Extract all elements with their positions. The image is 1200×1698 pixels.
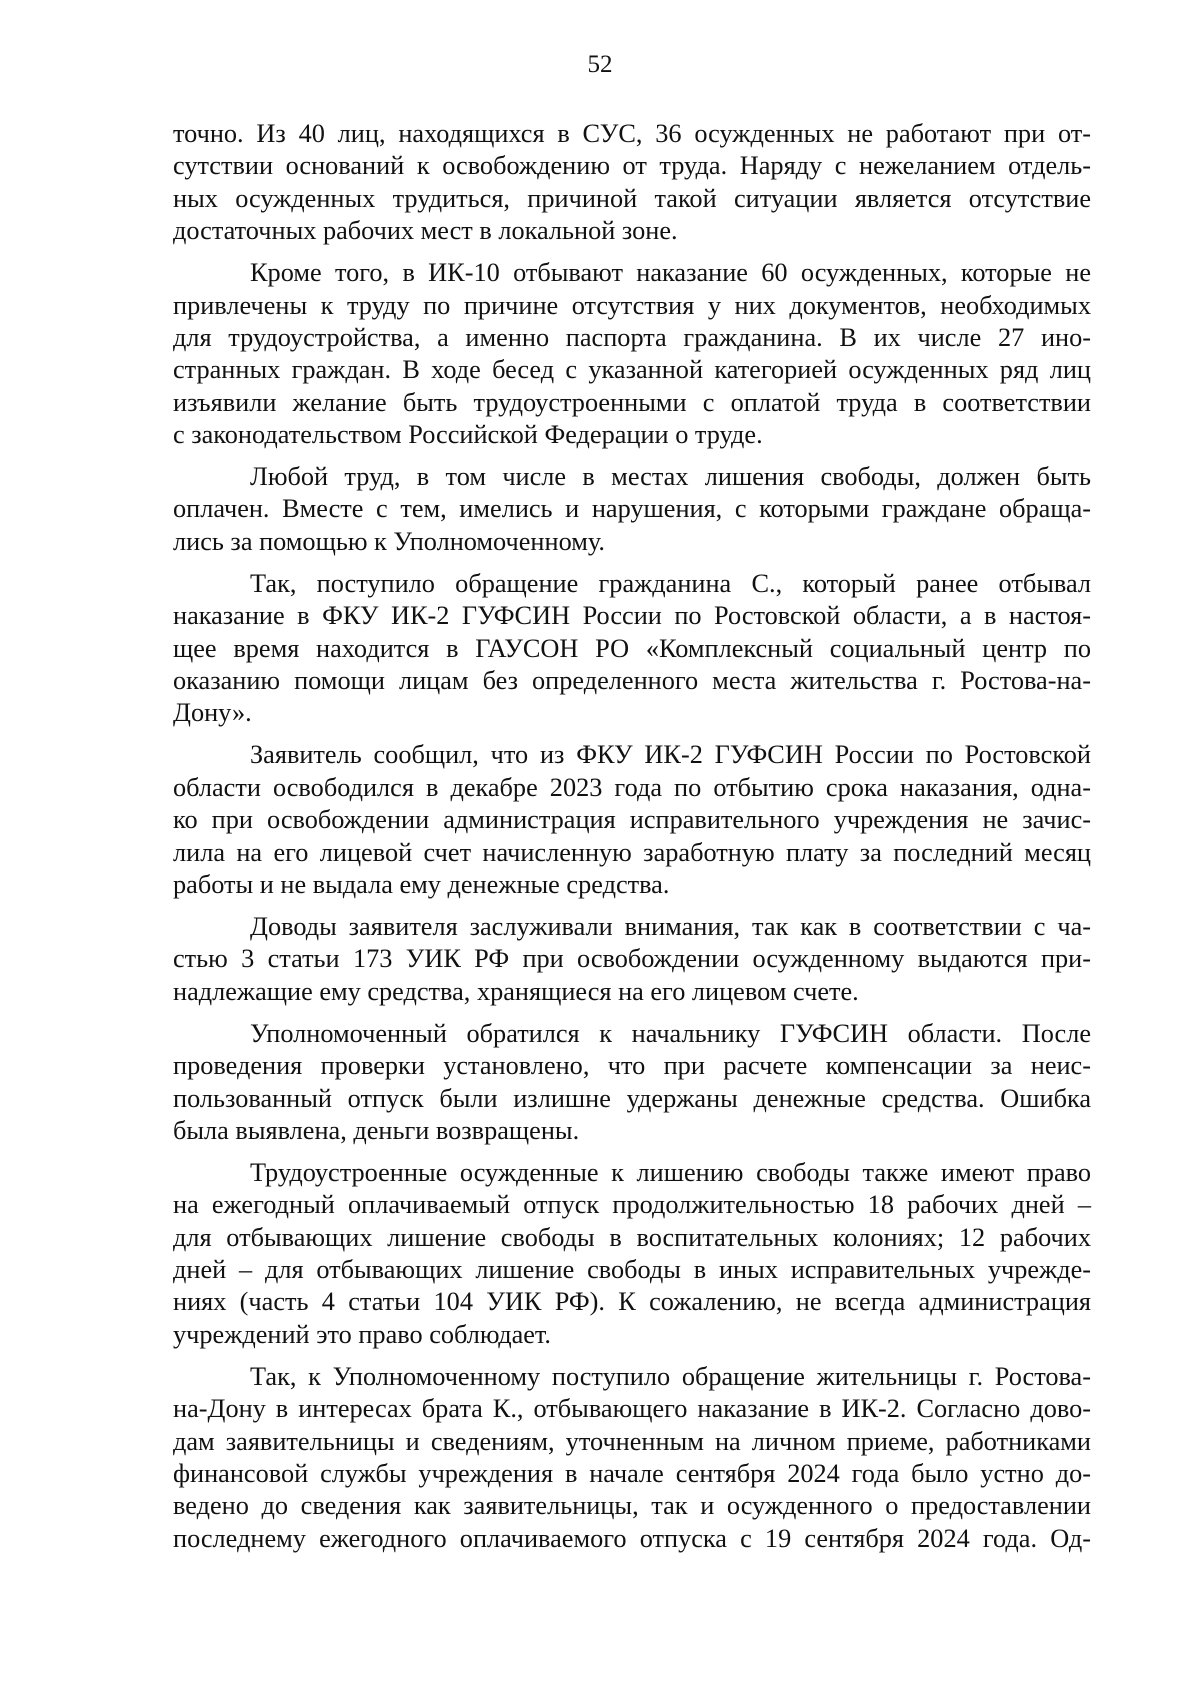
paragraph-9 xyxy=(173,1361,1091,1555)
text-line: странных граждан. В ходе бесед с указанной категорией осужденных ряд лиц xyxy=(173,355,1091,385)
text-line: на ежегодный оплачиваемый отпуск продолжительностью 18 рабочих дней – xyxy=(173,1190,1091,1220)
text-line: ных осужденных трудиться, причиной такой ситуации является отсутствие xyxy=(173,183,1091,213)
text-line: области освободился в декабре 2023 года по отбытию срока наказания, одна- xyxy=(173,772,1091,802)
text-line: привлечены к труду по причине отсутствия у них документов, необходимых xyxy=(173,290,1091,320)
text-line: Заявитель сообщил, что из ФКУ ИК-2 ГУФСИН России по Ростовской xyxy=(250,740,1091,770)
text-line: Доводы заявителя заслуживали внимания, так как в соответствии с ча- xyxy=(250,911,1091,941)
paragraph-5 xyxy=(173,739,1091,901)
paragraph-3 xyxy=(173,461,1091,558)
paragraph-6 xyxy=(173,911,1091,1008)
text-line: работы и не выдала ему денежные средства. xyxy=(173,869,670,899)
text-line: ниях (часть 4 статьи 104 УИК РФ). К сожалению, не всегда администрация xyxy=(173,1287,1091,1317)
text-line: Уполномоченный обратился к начальнику ГУФСИН области. После xyxy=(250,1018,1091,1048)
paragraph-1 xyxy=(173,118,1091,248)
text-line: изъявили желание быть трудоустроенными с оплатой труда в соответствии xyxy=(173,387,1091,417)
text-line: Так, поступило обращение гражданина С., который ранее отбывал xyxy=(250,568,1091,598)
text-line: точно. Из 40 лиц, находящихся в СУС, 36 осужденных не работают при от- xyxy=(173,119,1091,148)
text-line: была выявлена, деньги возвращены. xyxy=(173,1115,580,1145)
text-line: дам заявительницы и сведениям, уточненным на личном приеме, работниками xyxy=(173,1426,1091,1456)
page-number: 52 xyxy=(587,51,613,78)
text-line: для трудоустройства, а именно паспорта гражданина. В их числе 27 ино- xyxy=(173,322,1091,352)
text-line: оказанию помощи лицам без определенного места жительства г. Ростова-на- xyxy=(173,666,1091,696)
text-line: надлежащие ему средства, хранящиеся на его лицевом счете. xyxy=(173,976,859,1006)
text-line: оплачен. Вместе с тем, имелись и нарушения, с которыми граждане обраща- xyxy=(173,494,1091,524)
text-line: пользованный отпуск были излишне удержаны денежные средства. Ошибка xyxy=(173,1083,1091,1113)
paragraph-4 xyxy=(173,568,1091,730)
paragraph-8 xyxy=(173,1157,1091,1351)
text-line: последнему ежегодного оплачиваемого отпуска с 19 сентября 2024 года. Од- xyxy=(173,1523,1091,1553)
text-line: ко при освобождении администрация исправительного учреждения не зачис- xyxy=(173,805,1091,835)
text-line: щее время находится в ГАУСОН РО «Комплексный социальный центр по xyxy=(173,633,1091,663)
text-line: Трудоустроенные осужденные к лишению свободы также имеют право xyxy=(250,1157,1091,1187)
text-line: для отбывающих лишение свободы в воспитательных колониях; 12 рабочих xyxy=(173,1222,1091,1252)
text-line: Дону». xyxy=(173,698,252,728)
text-line: финансовой службы учреждения в начале сентября 2024 года было устно до- xyxy=(173,1458,1091,1488)
text-line: учреждений это право соблюдает. xyxy=(173,1319,552,1349)
text-line: Любой труд, в том числе в местах лишения свободы, должен быть xyxy=(250,462,1091,492)
paragraph-7 xyxy=(173,1018,1091,1148)
paragraph-2 xyxy=(173,257,1091,451)
text-line: дней – для отбывающих лишение свободы в иных исправительных учрежде- xyxy=(173,1255,1091,1285)
text-line: стью 3 статьи 173 УИК РФ при освобождении осужденному выдаются при- xyxy=(173,944,1091,974)
body-text xyxy=(173,118,1091,1565)
text-line: достаточных рабочих мест в локальной зоне. xyxy=(173,216,678,246)
text-line: Кроме того, в ИК-10 отбывают наказание 60 осужденных, которые не xyxy=(250,258,1091,288)
text-line: лила на его лицевой счет начисленную заработную плату за последний месяц xyxy=(173,837,1091,867)
text-line: наказание в ФКУ ИК-2 ГУФСИН России по Ростовской области, а в настоя- xyxy=(173,601,1091,631)
text-line: Так, к Уполномоченному поступило обращение жительницы г. Ростова- xyxy=(250,1361,1091,1391)
text-line: на-Дону в интересах брата К., отбывающего наказание в ИК-2. Согласно дово- xyxy=(173,1394,1091,1424)
text-line: с законодательством Российской Федерации о труде. xyxy=(173,420,763,450)
text-line: проведения проверки установлено, что при расчете компенсации за неис- xyxy=(173,1051,1091,1081)
text-line: лись за помощью к Уполномоченному. xyxy=(173,526,605,556)
text-line: сутствии оснований к освобождению от труда. Наряду с нежеланием отдель- xyxy=(173,151,1091,181)
text-line: ведено до сведения как заявительницы, так и осужденного о предоставлении xyxy=(173,1491,1091,1521)
